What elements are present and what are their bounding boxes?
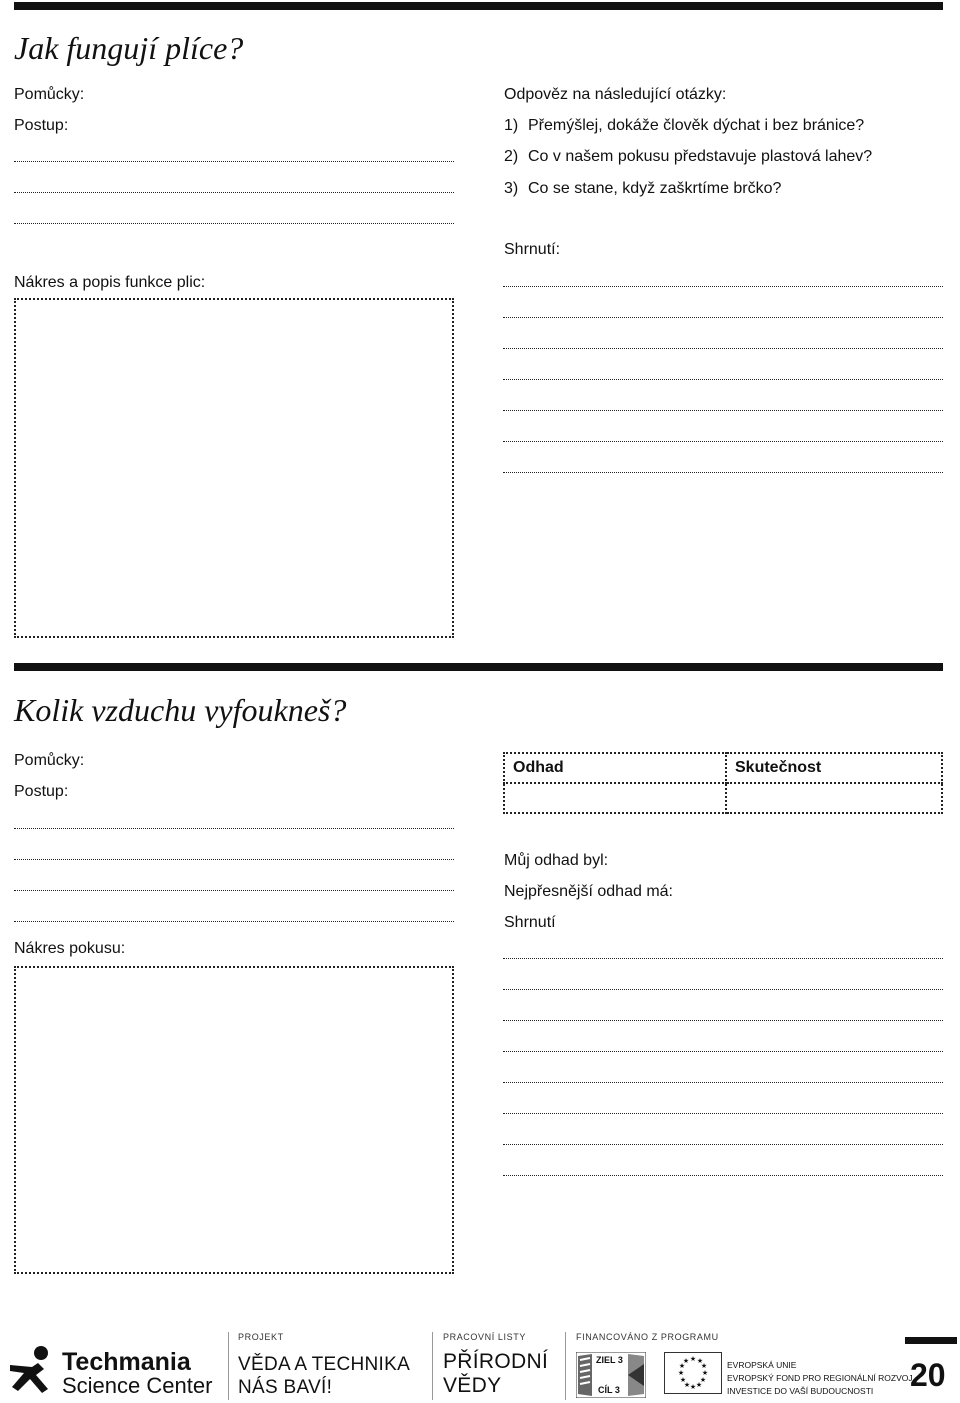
eu-line3: INVESTICE DO VAŠÍ BUDOUCNOSTI (727, 1386, 874, 1396)
section1-summary-line[interactable] (503, 441, 943, 442)
estimate-cell-skutecnost[interactable] (726, 783, 942, 813)
section2-postup-line[interactable] (14, 828, 454, 829)
section1-summary-line[interactable] (503, 348, 943, 349)
svg-text:★: ★ (679, 1377, 687, 1384)
estimate-header-skutecnost: Skutečnost (726, 753, 942, 783)
question-1: 1) Přemýšlej, dokáže člověk dýchat i bez bránice? (504, 117, 865, 134)
estimate-header-odhad: Odhad (504, 753, 726, 783)
question-3: 3) Co se stane, když zaškrtíme brčko? (504, 180, 782, 197)
eu-line2: EVROPSKÝ FOND PRO REGIONÁLNÍ ROZVOJ (727, 1373, 913, 1383)
section1-summary-line[interactable] (503, 379, 943, 380)
estimate-cell-odhad[interactable] (504, 783, 726, 813)
svg-text:★: ★ (701, 1370, 709, 1377)
svg-text:★: ★ (682, 1358, 690, 1365)
ziel3-text: ZIEL 3 (596, 1355, 623, 1365)
section1-drawing-label: Nákres a popis funkce plic: (14, 274, 206, 291)
page-number-rule (905, 1337, 957, 1344)
footer-divider (228, 1332, 229, 1400)
section2-rule (14, 663, 943, 671)
section1-summary-line[interactable] (503, 472, 943, 473)
section2-postup-line[interactable] (14, 921, 454, 922)
cil3-text: CÍL 3 (598, 1385, 620, 1395)
svg-text:★: ★ (699, 1377, 707, 1384)
section1-drawing-box[interactable] (14, 298, 454, 638)
worksheets-label: PRACOVNÍ LISTY (443, 1332, 526, 1342)
section2-summary-label: Shrnutí (504, 914, 556, 931)
best-estimate-label: Nejpřesnější odhad má: (504, 883, 673, 900)
section1-postup-line[interactable] (14, 192, 454, 193)
section1-title: Jak fungují plíce? (14, 30, 244, 66)
my-estimate-label: Můj odhad byl: (504, 852, 609, 869)
section2-postup-label: Postup: (14, 783, 69, 800)
project-label: PROJEKT (238, 1332, 284, 1342)
funding-label: FINANCOVÁNO Z PROGRAMU (576, 1332, 719, 1342)
section2-summary-line[interactable] (503, 1082, 943, 1083)
svg-text:★: ★ (678, 1363, 686, 1370)
techmania-figure-icon (8, 1345, 54, 1395)
section1-postup-line[interactable] (14, 161, 454, 162)
svg-text:★: ★ (683, 1382, 691, 1389)
section1-postup-line[interactable] (14, 223, 454, 224)
svg-text:★: ★ (695, 1382, 703, 1389)
section2-title: Kolik vzduchu vyfoukneš? (14, 692, 347, 728)
section2-drawing-box[interactable] (14, 966, 454, 1274)
section1-summary-line[interactable] (503, 317, 943, 318)
top-rule (14, 2, 943, 10)
project-line1: VĚDA A TECHNIKA (238, 1354, 411, 1375)
section2-summary-line[interactable] (503, 1175, 943, 1176)
svg-text:★: ★ (689, 1356, 697, 1363)
section1-summary-line[interactable] (503, 286, 943, 287)
eu-line1: EVROPSKÁ UNIE (727, 1360, 797, 1370)
section2-summary-line[interactable] (503, 1020, 943, 1021)
section2-summary-line[interactable] (503, 958, 943, 959)
svg-text:★: ★ (696, 1358, 704, 1365)
page-number: 20 (910, 1357, 946, 1393)
section2-summary-line[interactable] (503, 1113, 943, 1114)
svg-text:★: ★ (700, 1363, 708, 1370)
section1-summary-label: Shrnutí: (504, 241, 561, 258)
section2-postup-line[interactable] (14, 890, 454, 891)
ziel3-logo (576, 1352, 646, 1398)
techmania-logo-line2: Science Center (62, 1373, 213, 1398)
section1-pomucky-label: Pomůcky: (14, 86, 85, 103)
section2-pomucky-label: Pomůcky: (14, 752, 85, 769)
svg-text:★: ★ (689, 1384, 697, 1391)
worksheets-line2: VĚDY (443, 1374, 502, 1397)
section2-summary-line[interactable] (503, 1051, 943, 1052)
footer-divider (432, 1332, 433, 1400)
section2-drawing-label: Nákres pokusu: (14, 940, 126, 957)
section2-postup-line[interactable] (14, 859, 454, 860)
eu-flag-icon (664, 1352, 722, 1394)
svg-text:★: ★ (677, 1370, 685, 1377)
question-2: 2) Co v našem pokusu představuje plastová lahev? (504, 148, 873, 165)
section1-postup-label: Postup: (14, 117, 69, 134)
estimate-table (503, 752, 943, 814)
footer-divider (565, 1332, 566, 1400)
section2-summary-line[interactable] (503, 989, 943, 990)
section2-summary-line[interactable] (503, 1144, 943, 1145)
section1-summary-line[interactable] (503, 410, 943, 411)
project-line2: NÁS BAVÍ! (238, 1377, 333, 1398)
questions-heading: Odpověz na následující otázky: (504, 86, 727, 103)
techmania-logo-line1: Techmania (62, 1348, 191, 1376)
worksheets-line1: PŘÍRODNÍ (443, 1350, 549, 1373)
